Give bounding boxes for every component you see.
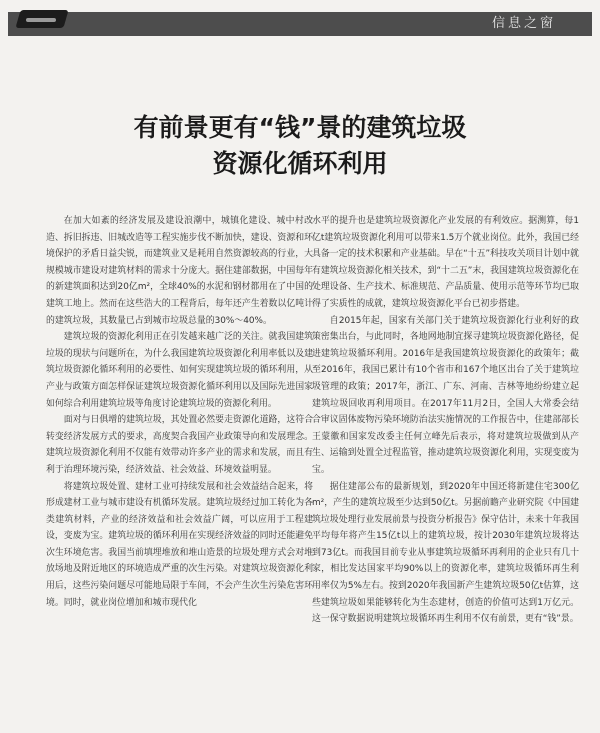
header-bar [8, 12, 592, 36]
paragraph: 据住建部公布的最新规划，到2020年中国还将新建住宅300亿m²，产生的建筑垃圾至少达到50亿t。另据前瞻产业研究院《中国建筑垃圾处理行业发展前景与投资分析报告》保守估计，未来十年我国平均每年将产生15亿t以上的建筑垃圾，按计2030年建筑垃圾将达到73亿t。而我国目前专业从事建筑垃圾循环再利用的企业只有几十家，相比发达国家平均90%以上的资源化率，建筑垃圾循环再生利用率仅为5%左右。按到2020年我国新产生建筑垃圾50亿t估算，这些建筑垃圾如果能够转化为生态建材，创造的价值可达到1万亿元。这一保守数据说明建筑垃圾循环再生利用不仅有前景，更有“钱”景。 [312, 481, 579, 625]
paragraph: 建筑垃圾的资源化利用正在引发越来越广泛的关注。就我国建筑垃圾的现状与问题所在，为什么我国建筑垃圾资源化利用率低以及建筑垃圾资源化循环利用的必要性、如何实现建筑垃圾的循环利用，从产业与政策方面怎样保证建筑垃圾资源化循环利用以及国际先进国家如何综合利用建筑垃圾等角度讨论建筑垃圾的资源化利用。 [46, 332, 313, 409]
paragraph: 在加大如紊的经济发展及建设浪潮中，城镇化建设、城中村改造、拆旧拆违、旧城改造等工程实施步伐不断加快，建设、资源和环境保护的矛盾日益尖锐，而建筑业又是耗用自然资源较高的行业，大规模城市建设对建筑材料的需求十分庞大。据住建部数据，中国每年的新建筑面积达到20亿m²，全球40%的水泥和钢材都用在了中国的建筑工地上。然而在这些浩大的工程背后，每年还产生着数以亿吨计的建筑垃圾，其数量已占到城市垃圾总量的30%～40%。 [46, 216, 313, 326]
logo-mark [26, 18, 56, 22]
paragraph: 水平的提升也是建筑垃圾资源化产业发展的有利效应。据测算，每1亿t建筑垃圾资源化利用可以带来1.5万个就业岗位。此外，我国已经具备一定的技术积累和产业基础。早在“十五”科技攻关项目计划中就有建筑垃圾资源化相关技术，到“十二五”末，我国建筑垃圾资源化在处理设备、生产技术、标准规范、产品质量、使用示范等环节均已取得了实质性的成就，建筑垃圾资源化平台已初步搭建。 [312, 216, 579, 309]
section-label: 信息之窗 [491, 16, 556, 31]
right-column [312, 213, 579, 628]
paragraph: 自2015年起，国家有关部门关于建筑垃圾资源化行业利好的政策密集出台，与此同时，各地网地制宜探寻建筑垃圾资源化路径，促进建筑垃圾循环利用。2016年是我国建筑垃圾资源化的政策年；截至2016年，我国已累计有10个省市和167个地区出台了关于建筑垃圾管理的政策；2017年，浙江、广东、河南、吉林等地纷纷建立起建筑垃圾回收再利用项目。在2017年11月2日，全国人大常委会结合审议固体废物污染环境防治法实施情况的工作报告中，住建部部长王蒙徽和国家发改委主任何立峰先后表示，将对建筑垃圾做到从产生、运输到处置全过程监管，推动建筑垃圾资源化利用，实现变废为宝。 [312, 315, 579, 475]
title-line-2: 资源化循环利用 [212, 149, 388, 178]
left-column [46, 213, 313, 611]
paragraph: 面对与日俱增的建筑垃圾，其处置必然要走资源化道路，这符合转变经济发展方式的要求，高度契合我国产业政策导向和发展理念。建筑垃圾资源化利用不仅能有效带动许多产业的需求和发展，而且有利于治理环境污染，经济效益、社会效益、环境效益明显。 [46, 415, 313, 475]
title-line-1: 有前景更有“钱”景的建筑垃圾 [133, 113, 467, 142]
paragraph: 将建筑垃圾处置、建材工业可持续发展和社会效益结合起来，将形成建材工业与城市建设有机循环发展。建筑垃圾经过加工转化为各类建筑材料，产业的经济效益和社会效益广阔，可以应用于工程建设，变废为宝。建筑垃圾的循环利用在实现经济效益的同时还能避免次生环境危害。我国当前填埋堆放和堆山造景的垃圾处理方式会对堆放场地及附近地区的环境造成严重的次生污染。对建筑垃圾资源化利用后，这些污染问题尽可能地局限于车间，不会产生次生污染危害环境。同时，就业岗位增加和城市现代化 [46, 481, 313, 608]
article-title [0, 110, 600, 182]
